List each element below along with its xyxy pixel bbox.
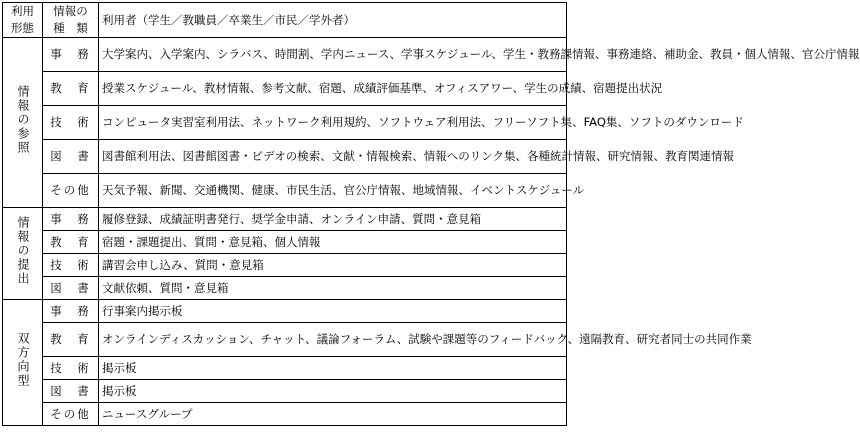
table-row (3, 38, 567, 72)
kind-cell: 図 書 (43, 277, 99, 300)
users-cell: ニュースグループ (99, 403, 567, 426)
table-row (3, 174, 567, 208)
kind-cell: 技 術 (43, 357, 99, 380)
users-cell: 履修登録、成績証明書発行、奨学金申請、オンライン申請、質問・意見箱 (99, 208, 567, 231)
users-cell: コンピュータ実習室利用法、ネットワーク利用規約、ソフトウェア利用法、フリーソフト集、FAQ集、ソフトのダウンロード (99, 106, 567, 140)
table-row (3, 72, 567, 106)
header-users: 利用者（学生／教職員／卒業生／市民／学外者） (99, 3, 567, 38)
table-row (3, 140, 567, 174)
kind-cell: 教 育 (43, 231, 99, 254)
form-label-interactive: 双方向型 (16, 332, 30, 388)
users-cell: 天気予報、新聞、交通機関、健康、市民生活、官公庁情報、地域情報、イベントスケジュール (99, 174, 567, 208)
users-cell: 掲示板 (99, 380, 567, 403)
header-kind (43, 3, 99, 38)
kind-cell: 技 術 (43, 254, 99, 277)
table-row (3, 300, 567, 323)
table-row (3, 357, 567, 380)
kind-cell: 教 育 (43, 72, 99, 106)
header-form (3, 3, 43, 38)
table-row (3, 403, 567, 426)
kind-cell: 技 術 (43, 106, 99, 140)
form-label-submission: 情報の提出 (16, 216, 30, 286)
header-form-line1: 利用 (11, 4, 34, 18)
table-row (3, 254, 567, 277)
users-cell: オンラインディスカッション、チャット、議論フォーラム、試験や課題等のフィードバック、遠隔教育、研究者同士の共同作業 (99, 323, 567, 357)
users-cell: 図書館利用法、図書館図書・ビデオの検索、文献・情報検索、情報へのリンク集、各種統計情報、研究情報、教育関連情報 (99, 140, 567, 174)
table-row (3, 277, 567, 300)
users-cell: 行事案内掲示板 (99, 300, 567, 323)
header-form-line2: 形態 (11, 21, 34, 35)
table-row (3, 208, 567, 231)
users-cell: 講習会申し込み、質問・意見箱 (99, 254, 567, 277)
table-row (3, 380, 567, 403)
kind-cell: 事 務 (43, 208, 99, 231)
kind-cell: 事 務 (43, 38, 99, 72)
header-kind-line2: 種 類 (53, 21, 88, 35)
table-row (3, 106, 567, 140)
users-cell: 授業スケジュール、教材情報、参考文献、宿題、成績評価基準、オフィスアワー、学生の成績、宿題提出状況 (99, 72, 567, 106)
table-row (3, 231, 567, 254)
form-label-reference: 情報の参照 (16, 85, 30, 155)
header-kind-line1: 情報の (53, 4, 88, 18)
users-cell: 宿題・課題提出、質問・意見箱、個人情報 (99, 231, 567, 254)
kind-cell: その他 (43, 403, 99, 426)
form-cell-reference (3, 38, 43, 208)
kind-cell: 図 書 (43, 140, 99, 174)
kind-cell: 教 育 (43, 323, 99, 357)
users-cell: 文献依頼、質問・意見箱 (99, 277, 567, 300)
kind-cell: その他 (43, 174, 99, 208)
header-row (3, 3, 567, 38)
information-usage-table (2, 2, 860, 426)
table-row (3, 323, 567, 357)
users-cell: 大学案内、入学案内、シラバス、時間割、学内ニュース、学事スケジュール、学生・教務課情報、事務連絡、補助金、教員・個人情報、官公庁情報 (99, 38, 567, 72)
form-cell-submission (3, 208, 43, 300)
kind-cell: 事 務 (43, 300, 99, 323)
form-cell-interactive (3, 300, 43, 426)
kind-cell: 図 書 (43, 380, 99, 403)
users-cell: 掲示板 (99, 357, 567, 380)
